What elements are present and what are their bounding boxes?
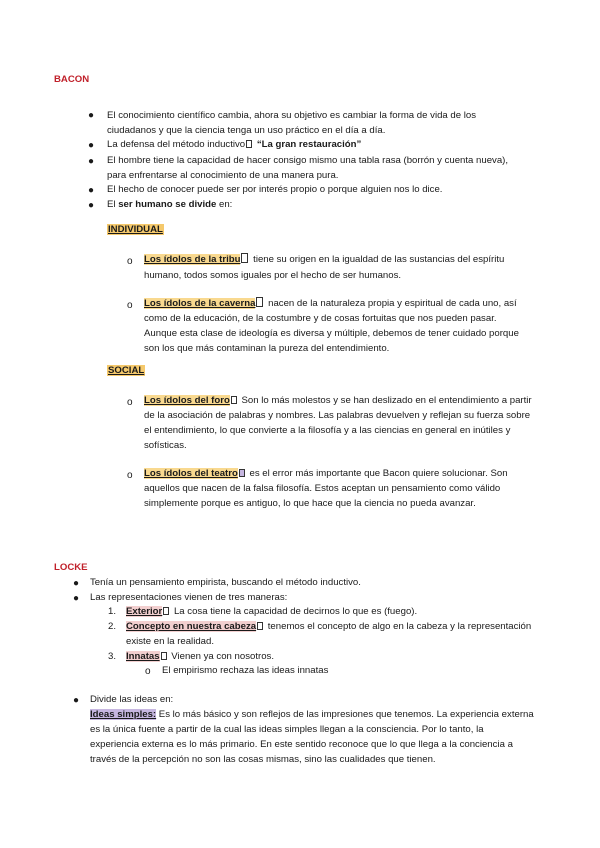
- bacon-point-2: [107, 137, 361, 153]
- idol-tribu-line-1: [144, 252, 504, 268]
- bullet-dot: ●: [88, 110, 95, 121]
- idol-teatro-line-3: simplemente porque es antiguo, lo que hace que la ciencia no pueda avanzar.: [144, 498, 476, 509]
- idol-foro-line-3: el entendimiento, lo que convierte a la filosofía y a las ciencias en general en inútiles y: [144, 425, 511, 436]
- bullet-dot: ●: [73, 695, 80, 706]
- arrow-icon: [231, 396, 237, 404]
- circle-bullet: o: [127, 256, 133, 267]
- way-number-2: 2.: [108, 621, 117, 632]
- bacon-point-5-prefix: El: [107, 199, 116, 210]
- arrow-icon: [241, 253, 248, 263]
- idol-caverna-line-2: como de la educación, de la costumbre y de cosas fortuitas que nos pueden pasar.: [144, 313, 497, 324]
- idol-foro-line-1: [144, 393, 532, 409]
- arrow-icon: [246, 140, 252, 148]
- simple-ideas-line-4: través de la percepción no son las cosas mismas, sino las cualidades que tienen.: [90, 754, 436, 765]
- way-2: [126, 619, 531, 635]
- circle-bullet: o: [127, 300, 133, 311]
- simple-ideas-text-1: Es lo más básico y son reflejos de las impresiones que tenemos. La experiencia externa: [158, 709, 534, 720]
- bullet-dot: ●: [73, 578, 80, 589]
- subheading-individual: INDIVIDUAL: [108, 224, 163, 235]
- way-number-1: 1.: [108, 606, 117, 617]
- idol-foro-name: Los ídolos del foro: [144, 395, 230, 406]
- way-concepto-name: Concepto en nuestra cabeza: [126, 621, 257, 632]
- idol-teatro-line-1: [144, 466, 508, 482]
- subheading-social: SOCIAL: [108, 365, 145, 376]
- circle-bullet: o: [145, 666, 151, 677]
- way-exterior-name: Exterior: [126, 606, 163, 617]
- bacon-point-5-suffix: en:: [218, 199, 233, 210]
- bullet-dot: ●: [88, 200, 95, 211]
- bacon-point-1-line-2: ciudadanos y que la ciencia tenga un uso práctico en el día a día.: [107, 125, 386, 136]
- idol-caverna-line-3: Aunque esta clase de ideología es diversa y múltiple, debemos de tener cuidado porque: [144, 328, 519, 339]
- idol-tribu-text-1: tiene su origen en la igualdad de las sustancias del espíritu: [253, 254, 505, 265]
- bacon-point-3-line-1: El hombre tiene la capacidad de hacer consigo mismo una tabla rasa (borrón y cuenta nueva),: [107, 155, 509, 166]
- way-innatas-text: Vienen ya con nosotros.: [171, 651, 275, 662]
- bullet-dot: ●: [88, 156, 95, 167]
- circle-bullet: o: [127, 397, 133, 408]
- innate-sub: El empirismo rechaza las ideas innatas: [162, 665, 329, 676]
- arrow-icon: [161, 652, 167, 660]
- idol-foro-line-4: sofísticas.: [144, 440, 187, 451]
- locke-point-2: Las representaciones vienen de tres maneras:: [90, 592, 288, 603]
- bacon-point-5: [107, 197, 232, 213]
- idol-teatro-line-2: aquellos que nacen de la falsa filosofía. Estos aceptan un pensamiento como válido: [144, 483, 501, 494]
- way-2-line-2: existe en la realidad.: [126, 636, 214, 647]
- arrow-icon: [239, 469, 245, 477]
- locke-point-3: Divide las ideas en:: [90, 694, 174, 705]
- idol-caverna-line-1: [144, 296, 517, 312]
- arrow-icon: [256, 297, 263, 307]
- idol-caverna-name: Los ídolos de la caverna: [144, 298, 256, 309]
- way-number-3: 3.: [108, 651, 117, 662]
- bullet-dot: ●: [88, 140, 95, 151]
- way-exterior-text: La cosa tiene la capacidad de decirnos lo que es (fuego).: [173, 606, 418, 617]
- circle-bullet: o: [127, 470, 133, 481]
- arrow-icon: [257, 622, 263, 630]
- bullet-dot: ●: [73, 593, 80, 604]
- simple-ideas-line-3: experiencia externa es lo más primario. En este sentido reconoce que lo que llega a la conciencia a: [90, 739, 513, 750]
- simple-ideas-line-1: [90, 707, 534, 723]
- simple-ideas-line-2: es la única fuente a partir de la cual las ideas simples llegan a la consciencia. Por lo tanto, la: [90, 724, 484, 735]
- idol-caverna-line-4: son los que más contaminan la pureza del entendimiento.: [144, 343, 390, 354]
- idol-teatro-name: Los ídolos del teatro: [144, 468, 238, 479]
- way-innatas-name: Innatas: [126, 651, 160, 662]
- bacon-point-2-text: La defensa del método inductivo: [107, 139, 246, 150]
- section-title-locke: LOCKE: [54, 562, 88, 573]
- bacon-point-4: El hecho de conocer puede ser por interés propio o porque alguien nos lo dice.: [107, 184, 443, 195]
- arrow-icon: [163, 607, 169, 615]
- idol-foro-line-2: de la asociación de palabras y nombres. Las palabras devuelven y reflejan su fuerza sobre: [144, 410, 531, 421]
- bacon-point-1-line-1: El conocimiento científico cambia, ahora su objetivo es cambiar la forma de vida de los: [107, 110, 477, 121]
- idol-caverna-text-1: nacen de la naturaleza propia y espiritual de cada uno, así: [268, 298, 517, 309]
- idol-tribu-name: Los ídolos de la tribu: [144, 254, 241, 265]
- bacon-gran-restauracion: “La gran restauración”: [256, 139, 362, 150]
- simple-ideas-label: Ideas simples:: [90, 709, 157, 720]
- bacon-ser-humano: ser humano se divide: [118, 199, 217, 210]
- bacon-point-3-line-2: para enfrentarse al conocimiento de una manera pura.: [107, 170, 339, 181]
- way-1: [126, 604, 417, 620]
- idol-teatro-text-1: es el error más importante que Bacon quiere solucionar. Son: [249, 468, 508, 479]
- way-concepto-text: tenemos el concepto de algo en la cabeza y la representación: [267, 621, 532, 632]
- idol-foro-text-1: Son lo más molestos y se han deslizado en el entendimiento a partir: [241, 395, 532, 406]
- bullet-dot: ●: [88, 185, 95, 196]
- section-title-bacon: BACON: [54, 74, 90, 85]
- locke-point-1: Tenía un pensamiento empirista, buscando el método inductivo.: [90, 577, 361, 588]
- idol-tribu-line-2: humano, todos somos iguales por el hecho de ser humanos.: [144, 270, 402, 281]
